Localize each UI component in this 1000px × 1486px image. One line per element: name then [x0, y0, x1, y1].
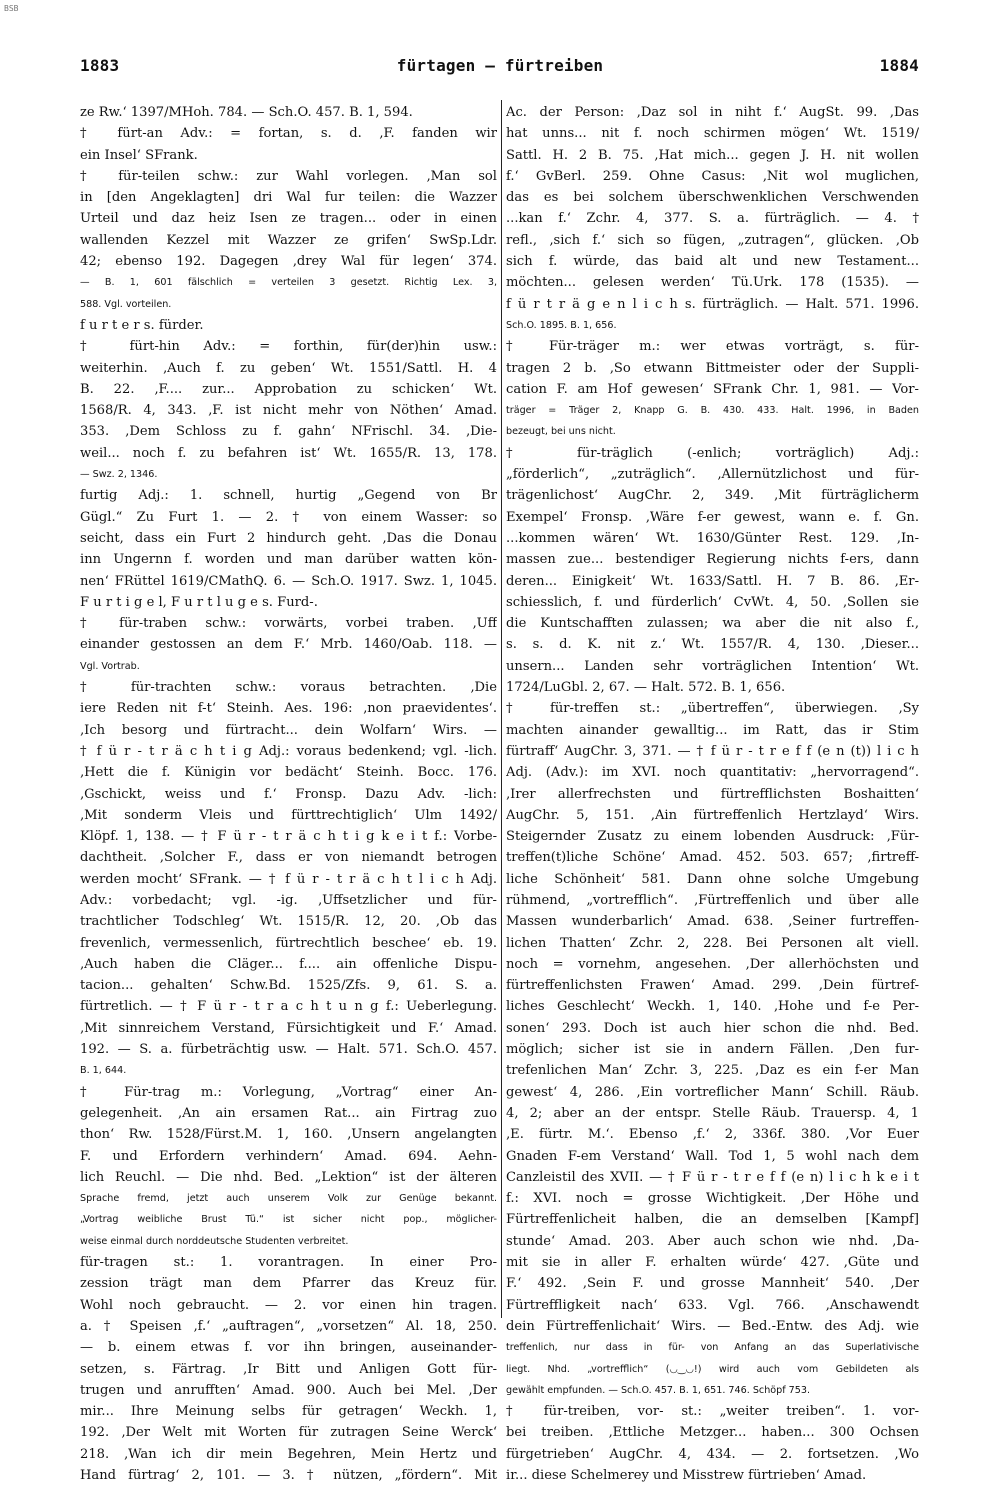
- text-line: 588. Vgl. vorteilen.: [80, 298, 172, 310]
- text-line: — B. 1, 601 fälschlich = verteilen 3 gesetzt. Richtig Lex. 3,: [80, 277, 497, 289]
- text-line: 1568/R. 4, 343. ‚F. ist nicht mehr von Nöthen‘ Amad.: [80, 403, 497, 419]
- text-line: „Vortrag weibliche Brust Tü.“ ist sicher nicht pop., möglicher-: [80, 1214, 497, 1226]
- text-line: Wohl noch gebraucht. — 2. vor einen hin tragen.: [80, 1297, 497, 1313]
- text-line: ir... diese Schelmerey und Misstrew fürtrieben‘ Amad.: [506, 1468, 867, 1483]
- text-line: sich f. würde, das baid alt und new Testament...: [506, 254, 919, 270]
- text-line: setzen, s. Färtrag. ‚Ir Bitt und Anligen Gott für-: [80, 1361, 497, 1377]
- text-line: ‚Auch haben die Cläger... f.... ain offenliche Dispu-: [80, 956, 497, 972]
- text-line: AugChr. 5, 151. ‚Ain fürtreffenlich Hertzlayd‘ Wirs.: [506, 807, 919, 823]
- text-line: Gnaden F-em Verstand‘ Wall. Tod 1, 5 wohl nach dem: [506, 1148, 919, 1164]
- text-line: gewest‘ 4, 286. ‚Ein vortreflicher Mann‘ Schill. Räub.: [506, 1084, 919, 1100]
- text-line: 4, 2; aber an der entspr. Stelle Räub. Trauersp. 4, 1: [506, 1105, 919, 1121]
- left-column: [80, 102, 497, 1486]
- text-line: fürgetrieben‘ AugChr. 4, 434. — 2. fortsetzen. ‚Wo: [506, 1446, 919, 1462]
- text-line: trugen und anrufften‘ Amad. 900. Auch bei Mel. ‚Der: [80, 1382, 497, 1398]
- right-column: [506, 102, 919, 1486]
- text-line: † für-treiben, vor- st.: „weiter treiben“. 1. vor-: [506, 1404, 919, 1420]
- text-line: sonen‘ 293. Doch ist auch hier schon die nhd. Bed.: [506, 1020, 919, 1036]
- text-line: fürtraff‘ AugChr. 3, 371. — † f ü r - t r e f f (e n (t)) l i c h: [506, 743, 919, 759]
- text-line: dachtheit. ‚Solcher F., dass er von niemandt betrogen: [80, 850, 497, 866]
- text-line: treffenlich, nur dass in für- von Anfang an das Superlativische: [506, 1342, 919, 1354]
- text-line: wallenden Kezzel mit Wazzer ze grifen‘ SwSp.Ldr.: [80, 232, 497, 248]
- text-line: F u r t i g e l, F u r t l u g e s. Furd-.: [80, 594, 318, 610]
- text-line: mir... Ihre Meinung selbs für getragen‘ Weckh. 1,: [80, 1404, 497, 1420]
- text-line: Klöpf. 1, 138. — † F ü r - t r ä c h t i g k e i t f.: Vorbe-: [80, 829, 497, 845]
- text-line: gewählt empfunden. — Sch.O. 457. B. 1, 651. 746. Schöpf 753.: [506, 1384, 811, 1396]
- text-line: ze Rw.‘ 1397/MHoh. 784. — Sch.O. 457. B. 1, 594.: [80, 105, 413, 120]
- text-line: möglich; sicher ist sie in andern Fällen. ‚Den fur-: [506, 1042, 919, 1058]
- text-line: † für-trachten schw.: voraus betrachten. ‚Die: [80, 680, 497, 696]
- page-number-right: 1884: [879, 56, 919, 75]
- text-line: ‚Hett die f. Künigin vor bedächt‘ Steinh. Bocc. 176.: [80, 765, 497, 781]
- text-line: ‚Mit sinnreichem Verstand, Fürsichtigkeit und F.‘ Amad.: [80, 1020, 497, 1036]
- text-line: f ü r t r ä g e n l i c h s. fürträglich. — Halt. 571. 1996.: [506, 296, 919, 312]
- text-line: Sattl. H. 2 B. 75. ‚Hat mich... gegen J. H. nit wollen: [506, 147, 919, 163]
- text-line: fürtreffenlichsten Frawen‘ Amad. 299. ‚Dein fürtref-: [506, 978, 919, 994]
- text-line: a. † Speisen ‚f.‘ „auftragen“, „vorsetzen“ Al. 18, 250.: [80, 1318, 497, 1334]
- library-stamp: BSB: [4, 4, 19, 13]
- text-line: f u r t e r s. fürder.: [80, 317, 204, 333]
- text-line: dein Fürtreffenlichait‘ Wirs. — Bed.-Entw. des Adj. wie: [506, 1318, 919, 1334]
- text-line: zession trägt man dem Pfarrer das Kreuz für.: [80, 1276, 497, 1292]
- text-line: ‚Mit sonderm Vleis und fürttrechtiglich‘ Ulm 1492/: [80, 807, 497, 823]
- text-line: möchten... gelesen werden‘ Tü.Urk. 178 (1535). —: [506, 275, 919, 291]
- text-line: Massen wunderbarlich‘ Amad. 638. ‚Seiner furtreffen-: [506, 914, 919, 930]
- text-line: bezeugt, bei uns nicht.: [506, 426, 616, 438]
- text-line: liche Schönheit‘ 581. Dann ohne solche Umgebung: [506, 871, 919, 887]
- text-line: Sprache fremd, jetzt auch unserem Volk zur Genüge bekannt.: [80, 1193, 497, 1205]
- text-line: liches Geschlecht‘ Weckh. 1, 140. ‚Hohe und f-e Per-: [506, 999, 919, 1015]
- text-line: noch = vornehm, angesehen. ‚Der allerhöchsten und: [506, 956, 919, 972]
- text-line: † Für-träger m.: wer etwas vorträgt, s. für-: [506, 339, 919, 355]
- text-line: gelegenheit. ‚An ain ersamen Rat... ain Firtrag zuo: [80, 1105, 497, 1121]
- text-line: seicht, dass ein Furt 2 hindurch geht. ‚Das die Donau: [80, 530, 497, 546]
- text-line: Exempel‘ Fronsp. ‚Wäre f-er gewest, wann e. f. Gn.: [506, 509, 919, 525]
- text-line: massen zue... bestendiger Regierung nichts f-ers, dann: [506, 552, 919, 568]
- text-line: thon‘ Rw. 1528/Fürst.M. 1, 160. ‚Unsern angelangten: [80, 1127, 497, 1143]
- text-line: tacion... gehalten‘ Schw.Bd. 1525/Zfs. 9, 61. S. a.: [80, 978, 497, 994]
- text-line: cation F. am Hof gewesen‘ SFrank Chr. 1, 981. — Vor-: [506, 381, 919, 397]
- text-line: F. und Erfordern verhindern‘ Amad. 694. Aehn-: [80, 1148, 497, 1164]
- text-line: ‚Irer allerfrechsten und fürtrefflichsten Boshaitten‘: [506, 786, 919, 802]
- text-line: Sch.O. 1895. B. 1, 656.: [506, 319, 617, 331]
- text-line: hat unns... nit f. noch schirmen mögen‘ Wt. 1519/: [506, 126, 919, 142]
- text-line: Fürtreffenlicheit halben, die an demselben [Kampf]: [506, 1212, 919, 1228]
- text-line: F.‘ 492. ‚Sein F. und grosse Mannheit‘ 540. ‚Der: [506, 1276, 919, 1292]
- text-line: Fürtreffligkeit nach‘ 633. Vgl. 766. ‚Anschawendt: [506, 1297, 919, 1313]
- text-line: schiesslich, f. und fürderlich‘ CvWt. 4, 50. ‚Sollen sie: [506, 594, 919, 610]
- text-line: † f ü r - t r ä c h t i g Adj.: voraus bedenkend; vgl. -lich.: [80, 743, 497, 759]
- text-line: 353. ‚Dem Schloss zu f. gahn‘ NFrischl. 34. ‚Die-: [80, 424, 497, 440]
- text-line: B. 22. ‚F.... zur... Approbation zu schicken‘ Wt.: [80, 381, 497, 397]
- text-line: B. 1, 644.: [80, 1065, 127, 1077]
- text-line: „förderlich“, „zuträglich“. ‚Allernützlichost und für-: [506, 467, 919, 483]
- text-line: ...kommen wären‘ Wt. 1630/Günter Rest. 129. ‚In-: [506, 530, 919, 546]
- text-line: Vgl. Vortrab.: [80, 660, 140, 672]
- text-line: Ac. der Person: ‚Daz sol in niht f.‘ AugSt. 99. ‚Das: [506, 105, 919, 120]
- text-line: nen‘ FRüttel 1619/CMathQ. 6. — Sch.O. 1917. Swz. 1, 1045.: [80, 573, 497, 589]
- text-line: ‚Gschickt, weiss und f.‘ Fronsp. Dazu Adv. -lich:: [80, 786, 497, 802]
- text-line: für-tragen st.: 1. vorantragen. In einer Pro-: [80, 1255, 497, 1271]
- text-line: † für-teilen schw.: zur Wahl vorlegen. ‚Man sol: [80, 168, 497, 184]
- text-line: — Swz. 2, 1346.: [80, 469, 158, 481]
- text-line: bei treiben. ‚Ettliche Metzger... haben... 300 Ochsen: [506, 1425, 919, 1441]
- text-line: weiterhin. ‚Auch f. zu geben‘ Wt. 1551/Sattl. H. 4: [80, 360, 497, 376]
- text-line: Canzleistil des XVII. — † F ü r - t r e f f (e n) l i c h k e i t: [506, 1169, 919, 1185]
- text-line: lich Reuchl. — Die nhd. Bed. „Lektion“ ist der älteren: [80, 1169, 497, 1185]
- text-line: trachtlicher Todschleg‘ Wt. 1515/R. 12, 20. ‚Ob das: [80, 914, 497, 930]
- column-divider: [501, 100, 502, 1318]
- text-line: machten ainander gewalltig... im Ratt, das ir Stim: [506, 722, 919, 738]
- text-line: 1724/LuGbl. 2, 67. — Halt. 572. B. 1, 656.: [506, 680, 786, 696]
- text-line: fürtretlich. — † F ü r - t r a c h t u n g f.: Ueberlegung.: [80, 999, 497, 1015]
- text-line: iere Reden nit f-t‘ Steinh. Aes. 196: ‚non praevidentes‘.: [80, 701, 497, 717]
- text-line: Adj. (Adv.): im XVI. noch quantitativ: „hervorragend“.: [506, 765, 919, 781]
- text-line: liegt. Nhd. „vortrefflich“ (◡‿◡!) wird auch vom Gebildeten als: [506, 1363, 919, 1375]
- running-header: fürtagen — fürtreiben: [396, 56, 604, 75]
- text-line: 42; ebenso 192. Dagegen ‚drey Wal für legen‘ 374.: [80, 254, 497, 270]
- text-line: deren... Einigkeit‘ Wt. 1633/Sattl. H. 7 B. 86. ‚Er-: [506, 573, 919, 589]
- text-line: 218. ‚Wan ich dir mein Begehren, Mein Hertz und: [80, 1446, 497, 1462]
- text-line: refl., ‚sich f.‘ sich so fügen, „zutragen“, glücken. ‚Ob: [506, 232, 919, 248]
- text-line: ein Insel‘ SFrank.: [80, 147, 198, 163]
- text-line: Hand fürtrag‘ 2, 101. — 3. † nützen, „fördern“. Mit: [80, 1468, 497, 1483]
- text-line: ‚E. fürtr. M.‘. Ebenso ‚f.‘ 2, 336f. 380. ‚Vor Euer: [506, 1127, 919, 1143]
- text-line: träger = Träger 2, Knapp G. B. 430. 433. Halt. 1996, in Baden: [506, 405, 919, 417]
- text-line: ...kan f.‘ Zchr. 4, 377. S. a. fürträglich. — 4. †: [506, 211, 919, 227]
- text-line: Steigernder Zusatz zu einem lobenden Ausdruck: ‚Für-: [506, 829, 919, 845]
- text-line: † fürt-hin Adv.: = forthin, für(der)hin usw.:: [80, 339, 497, 355]
- text-line: s. s. d. K. nit z.‘ Wt. 1557/R. 4, 130. ‚Dieser...: [506, 637, 919, 653]
- text-line: trefenlichen Man‘ Zchr. 3, 225. ‚Daz es ein f-er Man: [506, 1063, 919, 1079]
- page-number-left: 1883: [80, 56, 120, 75]
- text-line: weise einmal durch norddeutsche Studenten verbreitet.: [80, 1235, 349, 1247]
- text-line: † fürt-an Adv.: = fortan, s. d. ‚F. fanden wir: [80, 126, 497, 142]
- text-line: mit sie in aller F. erhalten würde‘ 427. ‚Güte und: [506, 1255, 919, 1271]
- text-line: trägenlichost‘ AugChr. 2, 349. ‚Mit fürträglicherm: [506, 488, 919, 504]
- text-line: furtig Adj.: 1. schnell, hurtig „Gegend von Br: [80, 488, 497, 504]
- text-line: † für-traben schw.: vorwärts, vorbei traben. ‚Uff: [80, 616, 497, 632]
- text-line: das es bei solchem überschwenklichen Verschwenden: [506, 190, 919, 206]
- text-line: unsern... Landen sehr vorträglichen Intention‘ Wt.: [506, 658, 919, 674]
- text-line: werden mocht‘ SFrank. — † f ü r - t r ä c h t l i c h Adj.: [80, 871, 497, 887]
- text-line: f.‘ GvBerl. 259. Ohne Casus: ‚Nit wol muglichen,: [506, 168, 919, 184]
- text-line: einander gestossen an dem F.‘ Mrb. 1460/Oab. 118. —: [80, 637, 497, 653]
- text-line: 192. — S. a. fürbeträchtig usw. — Halt. 571. Sch.O. 457.: [80, 1042, 497, 1058]
- text-line: † Für-trag m.: Vorlegung, „Vortrag“ einer An-: [80, 1084, 497, 1100]
- text-line: Adv.: vorbedacht; vgl. -ig. ‚Uffsetzlicher und für-: [80, 892, 497, 908]
- text-line: inn Ungernn f. worden und man darüber watten kön-: [80, 552, 497, 568]
- text-line: † für-treffen st.: „übertreffen“, überwiegen. ‚Sy: [506, 701, 919, 717]
- text-line: treffen(t)liche Schöne‘ Amad. 452. 503. 657; ‚firtreff-: [506, 850, 919, 866]
- text-line: ‚Ich besorg und fürtracht... dein Wolfarn‘ Wirs. —: [80, 722, 497, 738]
- text-line: rühmend, „vortrefflich“. ‚Fürtreffenlich und über alle: [506, 892, 919, 908]
- text-line: weil... noch f. zu befahren ist‘ Wt. 1655/R. 13, 178.: [80, 445, 497, 461]
- text-line: 192. ‚Der Welt mit Worten für zutragen Seine Werck‘: [80, 1425, 497, 1441]
- text-line: lichen Thatten‘ Zchr. 2, 228. Bei Personen alt viell.: [506, 935, 919, 951]
- text-line: Urteil und daz heiz Isen ze tragen... oder in einen: [80, 211, 497, 227]
- text-line: in [den Angeklagten] dri Wal fur teilen: die Wazzer: [80, 190, 497, 206]
- text-line: die Kuntschafften zulassen; wa aber die nit also f.,: [506, 616, 919, 632]
- text-line: stunde‘ Amad. 203. Aber auch schon wie nhd. ‚Da-: [506, 1233, 919, 1249]
- text-line: tragen 2 b. ‚So etwann Bittmeister oder der Suppli-: [506, 360, 919, 376]
- text-line: Gügl.“ Zu Furt 1. — 2. † von einem Wasser: so: [80, 509, 497, 525]
- text-line: † für-träglich (-enlich; vorträglich) Adj.:: [506, 445, 919, 461]
- text-line: frevenlich, vermessenlich, fürtrechtlich beschee‘ eb. 19.: [80, 935, 497, 951]
- text-line: f.: XVI. noch = grosse Wichtigkeit. ‚Der Höhe und: [506, 1191, 919, 1207]
- text-line: — b. einem etwas f. vor ihn bringen, auseinander-: [80, 1340, 497, 1356]
